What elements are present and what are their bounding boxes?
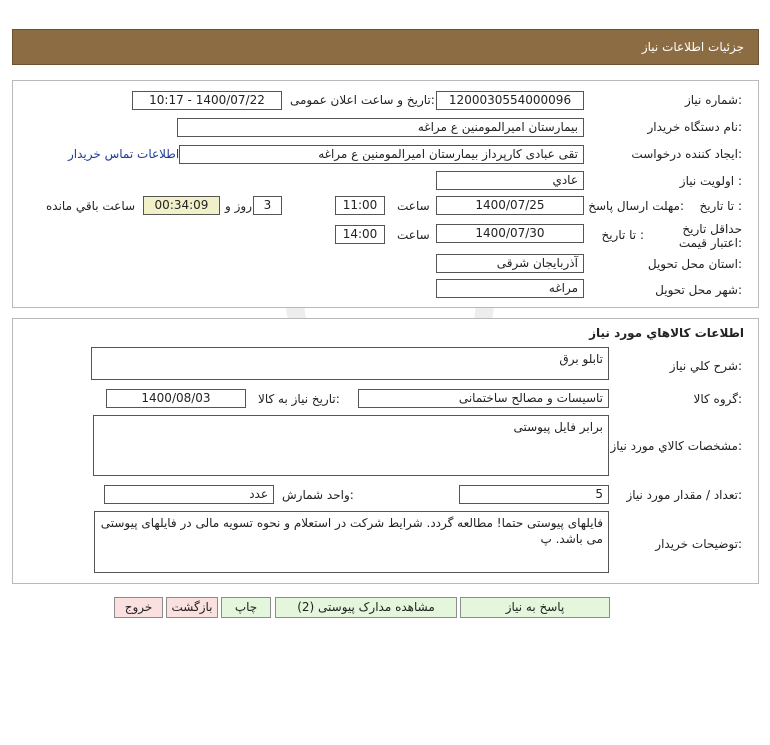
announce-label: تاریخ و ساعت اعلان عمومی: <box>290 93 435 107</box>
buyer-notes-field: فایلهای پیوستی حتما! مطالعه گردد. شرایط شرکت در استعلام و نحوه تسویه مالی در فایلهای پیوستی می باشد. پ <box>94 511 609 573</box>
need-date-label: تاریخ نیاز به کالا: <box>258 392 340 406</box>
city-field: مراغه <box>436 279 584 298</box>
general-desc-label: شرح کلي نیاز: <box>669 359 742 373</box>
print-button[interactable]: چاپ <box>221 597 271 618</box>
specs-label: مشخصات کالاي مورد نیاز: <box>610 439 742 453</box>
validity-time-label: ساعت <box>397 228 430 242</box>
buyer-notes-label: توضیحات خریدار: <box>655 537 742 551</box>
days-remaining-field: 3 <box>253 196 282 215</box>
page-title: جزئیات اطلاعات نیاز <box>641 40 744 54</box>
deadline-date-field: 1400/07/25 <box>436 196 584 215</box>
buyer-org-label: نام دستگاه خریدار: <box>647 120 742 134</box>
page-header <box>12 29 759 65</box>
deadline-to-date-label: تا تاریخ : <box>699 199 742 213</box>
quantity-field: 5 <box>459 485 609 504</box>
requester-field: تقی عبادی کارپرداز بیمارستان امیرالمومنین ع مراغه <box>179 145 584 164</box>
validity-time-field: 14:00 <box>335 225 385 244</box>
remaining-time-field: 00:34:09 <box>143 196 220 215</box>
validity-label: حداقل تاریخ اعتبار قیمت: <box>678 222 742 250</box>
need-number-label: شماره نیاز: <box>684 93 742 107</box>
general-desc-field: تابلو برق <box>91 347 609 380</box>
specs-field: برابر فایل پیوستی <box>93 415 609 476</box>
view-attachments-button[interactable]: مشاهده مدارک پیوستی (2) <box>275 597 457 618</box>
reply-button[interactable]: پاسخ به نیاز <box>460 597 610 618</box>
city-label: شهر محل تحویل: <box>655 283 742 297</box>
unit-label: واحد شمارش: <box>282 488 354 502</box>
exit-button[interactable]: خروج <box>114 597 163 618</box>
goods-group-label: گروه کالا: <box>693 392 742 406</box>
contact-buyer-link[interactable]: اطلاعات تماس خریدار <box>68 147 180 161</box>
deadline-label: مهلت ارسال پاسخ: <box>588 199 684 213</box>
deadline-time-label: ساعت <box>397 199 430 213</box>
province-label: استان محل تحویل: <box>647 257 742 271</box>
priority-field: عادي <box>436 171 584 190</box>
need-date-field: 1400/08/03 <box>106 389 246 408</box>
goods-group-field: تاسیسات و مصالح ساختمانی <box>358 389 609 408</box>
goods-section-title: اطلاعات کالاهاي مورد نیاز <box>589 326 744 340</box>
days-label: روز و <box>225 199 252 213</box>
deadline-time-field: 11:00 <box>335 196 385 215</box>
buyer-org-field: بیمارستان امیرالمومنین ع مراغه <box>177 118 584 137</box>
quantity-label: تعداد / مقدار مورد نیاز: <box>626 488 742 502</box>
validity-to-date-label: تا تاریخ : <box>601 228 644 242</box>
province-field: آذربایجان شرقی <box>436 254 584 273</box>
validity-date-field: 1400/07/30 <box>436 224 584 243</box>
unit-field: عدد <box>104 485 274 504</box>
need-number-field: 1200030554000096 <box>436 91 584 110</box>
need-info-panel <box>12 80 759 308</box>
remaining-label: ساعت باقي مانده <box>46 199 136 213</box>
announce-datetime-field: 1400/07/22 - 10:17 <box>132 91 282 110</box>
back-button[interactable]: بازگشت <box>166 597 218 618</box>
priority-label: اولویت نیاز : <box>679 174 742 188</box>
requester-label: ایجاد کننده درخواست: <box>631 147 742 161</box>
